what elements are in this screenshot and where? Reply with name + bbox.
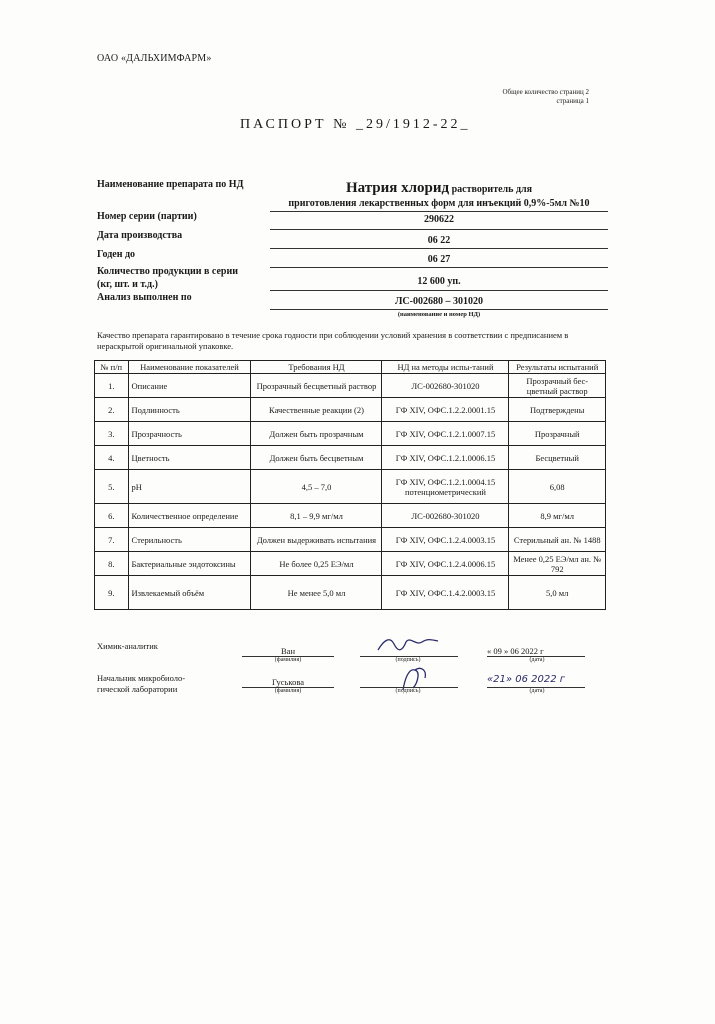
row-name: Цветность [128, 446, 251, 470]
row-number: 3. [95, 422, 129, 446]
page-counter [503, 88, 590, 106]
table-row [95, 576, 606, 610]
quantity-value: 12 600 уп. [417, 276, 461, 287]
row-name: Извлекаемый объём [128, 576, 251, 610]
chemist-label: Химик-аналитик [97, 641, 158, 651]
drug-name-line2: приготовления лекарственных форм для инъекций 0,9%-5мл №10 [288, 198, 590, 209]
row-name: Стерильность [128, 528, 251, 552]
table-row [95, 398, 606, 422]
table-header-row [95, 361, 606, 374]
lab-head-date: «21» 06 2022 г [487, 674, 566, 685]
row-requirement: 4,5 – 7,0 [251, 470, 382, 504]
drug-name [270, 179, 608, 209]
row-result: Бесцветный [509, 446, 606, 470]
quantity-label-units: (кг, шт. и т.д.) [97, 279, 158, 290]
chemist-signature [372, 632, 442, 658]
row-result: 8,9 мг/мл [509, 504, 606, 528]
series-value: 290622 [424, 214, 454, 225]
row-requirement: Качественные реакции (2) [251, 398, 382, 422]
row-method: ГФ XIV, ОФС.1.2.1.0004.15 потенциометрический [382, 470, 509, 504]
quantity-label: Количество продукции в серии [97, 266, 239, 277]
row-method: ГФ XIV, ОФС.1.2.4.0003.15 [382, 528, 509, 552]
row-name: Описание [128, 374, 251, 398]
row-number: 7. [95, 528, 129, 552]
passport-title: ПАСПОРТ № _29/1912-22_ [240, 117, 471, 132]
table-row [95, 446, 606, 470]
row-requirement: Не менее 5,0 мл [251, 576, 382, 610]
lab-head-signature-caption: (подпись) [395, 688, 421, 694]
table-row [95, 374, 606, 398]
row-result: Прозрачный [509, 422, 606, 446]
col-name-header: Наименование показателей [128, 361, 251, 374]
drug-name-main: Натрия хлорид [345, 180, 450, 196]
lab-head-label-line2: гической лаборатории [97, 684, 178, 694]
row-number: 1. [95, 374, 129, 398]
row-method: ГФ XIV, ОФС.1.2.1.0006.15 [382, 446, 509, 470]
row-number: 2. [95, 398, 129, 422]
page-number: страница 1 [556, 97, 589, 105]
row-requirement: Прозрачный бесцветный раствор [251, 374, 382, 398]
chemist-name-caption: (фамилия) [274, 657, 302, 663]
row-name: pH [128, 470, 251, 504]
col-result-header: Результаты испытаний [509, 361, 606, 374]
table-row [95, 470, 606, 504]
table-row [95, 422, 606, 446]
lab-head-name-caption: (фамилия) [274, 688, 302, 694]
row-method: ГФ XIV, ОФС.1.2.1.0007.15 [382, 422, 509, 446]
row-requirement: Должен быть прозрачным [251, 422, 382, 446]
table-row [95, 552, 606, 576]
row-name: Бактериальные эндотоксины [128, 552, 251, 576]
chemist-signature-caption: (подпись) [395, 657, 421, 663]
chemist-name: Ван [281, 646, 295, 656]
table-row [95, 528, 606, 552]
col-method-header: НД на методы испы-таний [382, 361, 509, 374]
lab-head-date-caption: (дата) [529, 688, 545, 694]
row-method: ЛС-002680-301020 [382, 374, 509, 398]
expiry-value: 06 27 [427, 254, 451, 265]
row-result: Стерильный ан. № 1488 [509, 528, 606, 552]
row-number: 8. [95, 552, 129, 576]
row-result: 5,0 мл [509, 576, 606, 610]
row-method: ЛС-002680-301020 [382, 504, 509, 528]
results-table [94, 360, 606, 610]
row-result: Подтверждены [509, 398, 606, 422]
col-number-header: № п/п [95, 361, 129, 374]
row-method: ГФ XIV, ОФС.1.2.2.0001.15 [382, 398, 509, 422]
series-label: Номер серии (партии) [97, 211, 197, 222]
col-requirement-header: Требования НД [251, 361, 382, 374]
analysis-label: Анализ выполнен по [97, 292, 192, 303]
drug-underline [270, 211, 608, 212]
expiry-label: Годен до [97, 249, 136, 260]
row-requirement: Должен выдерживать испытания [251, 528, 382, 552]
row-requirement: 8,1 – 9,9 мг/мл [251, 504, 382, 528]
row-number: 5. [95, 470, 129, 504]
series-underline [270, 229, 608, 230]
row-requirement: Должен быть бесцветным [251, 446, 382, 470]
production-date-underline [270, 248, 608, 249]
drug-label: Наименование препарата по НД [97, 179, 244, 190]
row-name: Прозрачность [128, 422, 251, 446]
row-number: 6. [95, 504, 129, 528]
chemist-date: « 09 » 06 2022 г [487, 646, 544, 656]
quality-statement: Качество препарата гарантировано в течение срока годности при соблюдении условий хранения в соответствии с предписанием в нераскрытой оригинальной упаковке. [97, 330, 569, 351]
row-number: 9. [95, 576, 129, 610]
analysis-note: (наименование и номер НД) [397, 311, 481, 318]
lab-head-label-line1: Начальник микробиоло- [97, 673, 186, 683]
analysis-value: ЛС-002680 – 301020 [394, 296, 483, 307]
total-pages: Общее количество страниц 2 [502, 88, 589, 96]
lab-head-label [97, 673, 185, 695]
table-row [95, 504, 606, 528]
quantity-underline [270, 290, 608, 291]
production-date-value: 06 22 [427, 235, 451, 246]
row-method: ГФ XIV, ОФС.1.2.4.0006.15 [382, 552, 509, 576]
production-date-label: Дата производства [97, 230, 183, 241]
drug-name-rest: растворитель для [449, 184, 533, 195]
row-number: 4. [95, 446, 129, 470]
row-result: Менее 0,25 ЕЭ/мл ан. № 792 [509, 552, 606, 576]
company-name: ОАО «ДАЛЬХИМФАРМ» [97, 53, 212, 64]
chemist-date-caption: (дата) [529, 657, 545, 663]
row-name: Количественное определение [128, 504, 251, 528]
row-result: Прозрачный бес-цветный раствор [509, 374, 606, 398]
row-name: Подлинность [128, 398, 251, 422]
row-requirement: Не более 0,25 ЕЭ/мл [251, 552, 382, 576]
analysis-underline [270, 309, 608, 310]
row-method: ГФ XIV, ОФС.1.4.2.0003.15 [382, 576, 509, 610]
expiry-underline [270, 267, 608, 268]
row-result: 6,08 [509, 470, 606, 504]
lab-head-name: Гуськова [271, 677, 305, 687]
